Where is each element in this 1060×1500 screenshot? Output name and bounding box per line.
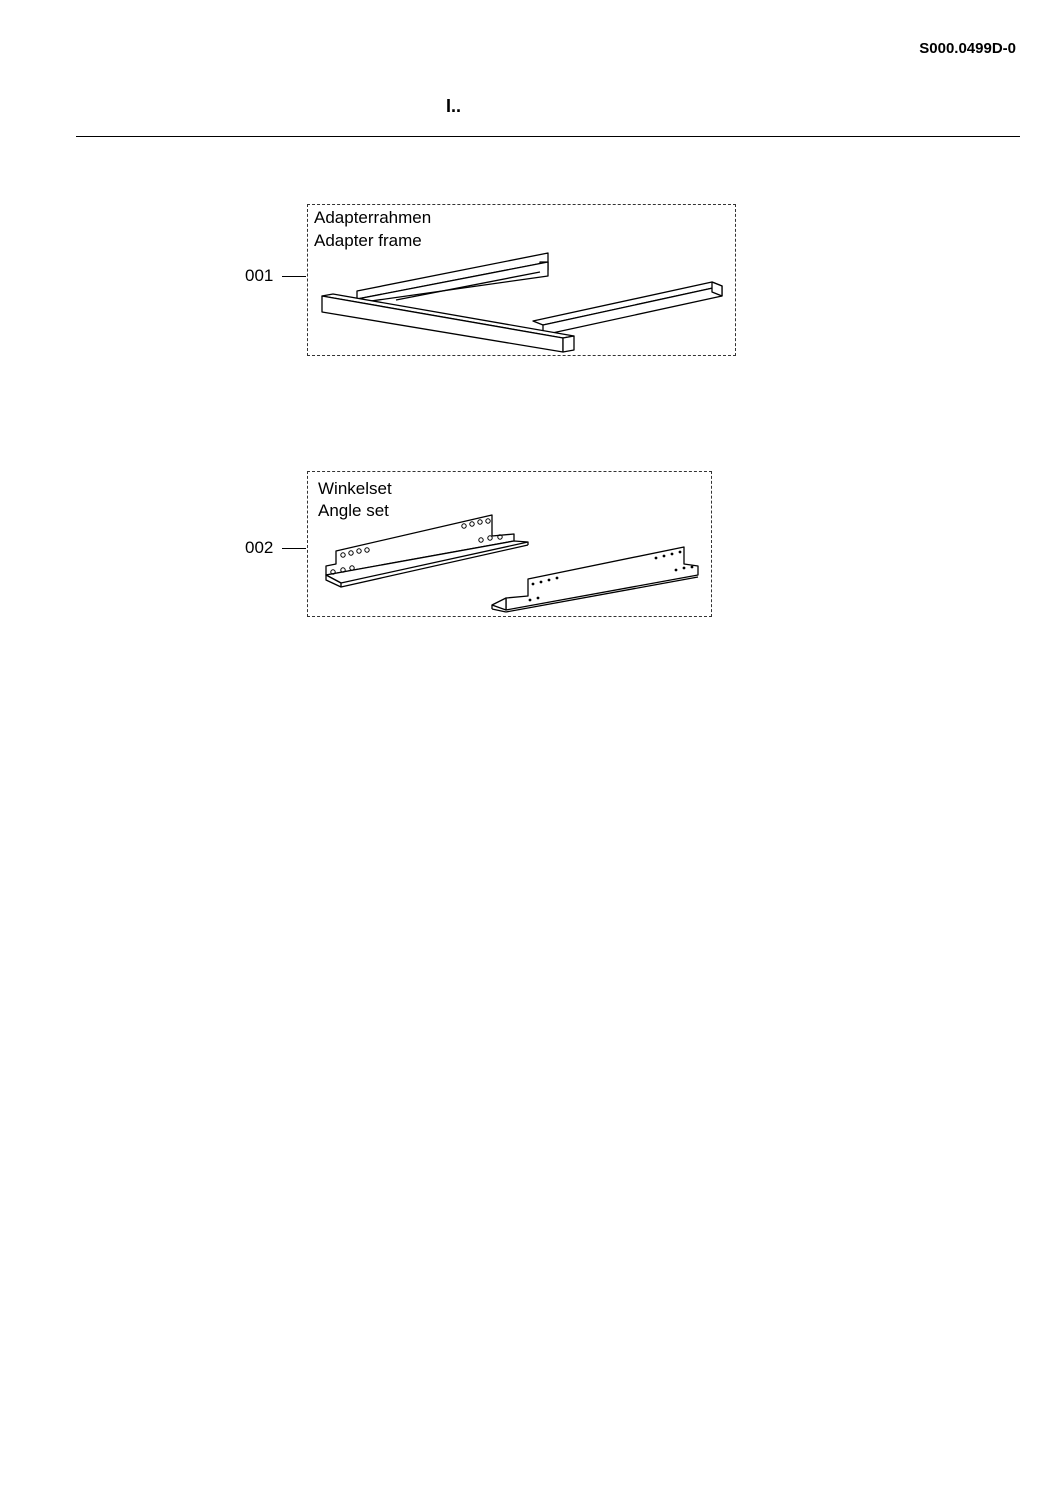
adapter-frame-back-rail-drawing <box>357 253 548 303</box>
part-name-english: Angle set <box>318 501 389 520</box>
part-name-german: Winkelset <box>318 479 392 498</box>
part-name-english: Adapter frame <box>314 231 422 250</box>
part-name-german: Adapterrahmen <box>314 208 432 227</box>
adapter-frame-right-rail-drawing <box>533 282 722 335</box>
section-title: I.. <box>446 96 462 116</box>
part-position-number: 002 <box>245 538 274 557</box>
adapter-frame-front-rail-drawing <box>322 294 574 352</box>
angle-set-right-bracket-drawing <box>492 547 698 612</box>
part-position-number: 001 <box>245 266 274 285</box>
document-code: S000.0499D-0 <box>919 40 1016 57</box>
angle-set-left-bracket-drawing <box>326 515 528 587</box>
